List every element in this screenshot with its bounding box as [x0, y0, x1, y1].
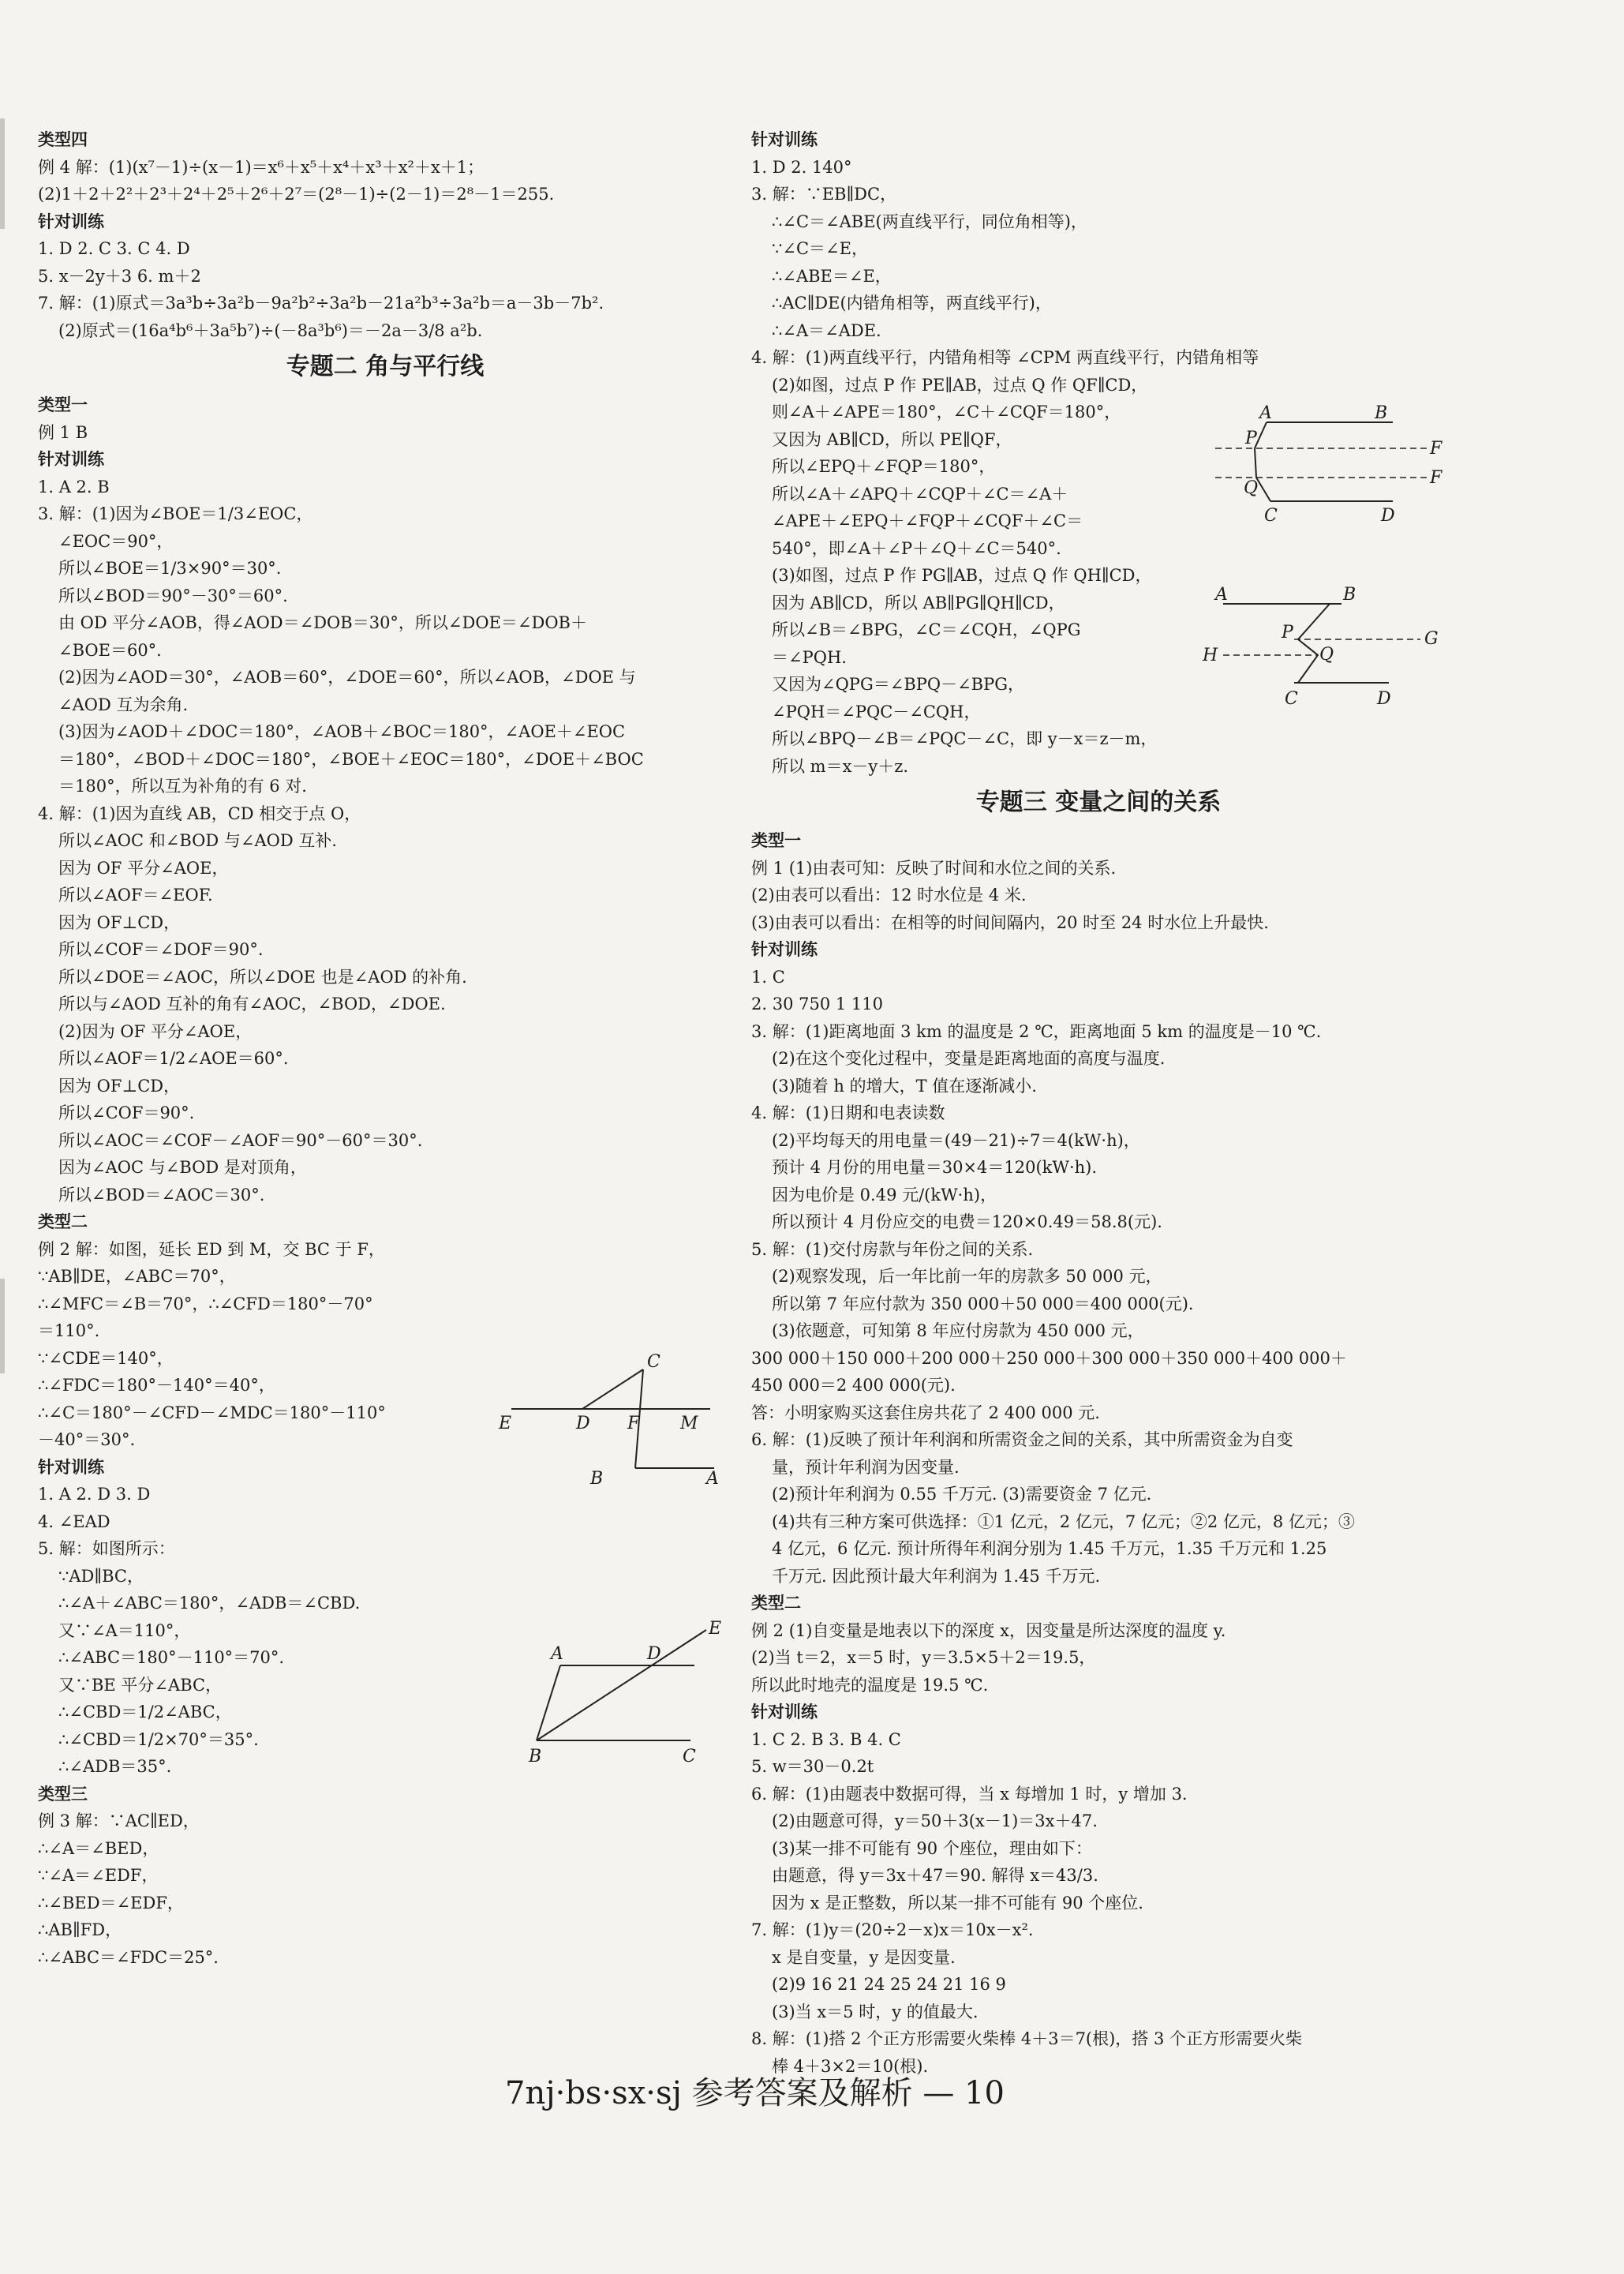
- text-line: 由题意，得 y＝3x＋47＝90. 解得 x＝43/3.: [772, 1866, 1098, 1885]
- text-line: (2)因为∠AOD＝30°，∠AOB＝60°，∠DOE＝60°，所以∠AOB，∠DOE 与: [58, 668, 636, 687]
- text-line: (2)因为 OF 平分∠AOE，: [58, 1021, 253, 1041]
- text-line: (2)当 t＝2，x＝5 时，y＝3.5×5＋2＝19.5，: [751, 1648, 1096, 1667]
- fig1-label-B: B: [590, 1469, 604, 1489]
- text-line: 例 1 B: [38, 422, 88, 442]
- subsection-heading: 类型一: [751, 830, 801, 850]
- text-line: 所以∠COF＝90°.: [58, 1103, 195, 1122]
- text-line: ∵∠CDE＝140°，: [38, 1348, 174, 1368]
- text-line: 预计 4 月份的用电量＝30×4＝120(kW·h).: [772, 1158, 1098, 1177]
- text-line: 4 亿元，6 亿元. 预计所得年利润分别为 1.45 千万元，1.35 千万元和 1.25: [772, 1539, 1327, 1558]
- text-line: 所以第 7 年应付款为 350 000＋50 000＝400 000(元).: [772, 1294, 1194, 1313]
- text-line: 因为 AB∥CD，所以 AB∥PG∥QH∥CD，: [772, 593, 1065, 613]
- text-line: (3)因为∠AOD＋∠DOC＝180°，∠AOB＋∠BOC＝180°，∠AOE＋∠EOC: [58, 722, 626, 741]
- page-footer: 7nj·bs·sx·sj 参考答案及解析 — 10: [505, 2075, 1005, 2111]
- text-line: 1. C 2. B 3. B 4. C: [751, 1729, 901, 1749]
- text-line: ∠APE＋∠EPQ＋∠FQP＋∠CQF＋∠C＝: [772, 511, 1083, 530]
- figure-question4-part3: [1199, 584, 1444, 718]
- text-line: 量，预计年利润为因变量.: [772, 1457, 960, 1477]
- text-line: 因为 OF⊥CD，: [58, 912, 181, 932]
- text-line: ＝∠PQH.: [772, 647, 847, 667]
- text-line: ∵∠C＝∠E，: [772, 239, 868, 258]
- text-line: ∠BOE＝60°.: [58, 640, 162, 660]
- text-line: 因为电价是 0.49 元/(kW·h)，: [772, 1185, 997, 1204]
- text-line: 所以此时地壳的温度是 19.5 ℃.: [751, 1675, 989, 1695]
- text-line: ∴∠MFC＝∠B＝70°，∴∠CFD＝180°－70°: [38, 1294, 373, 1313]
- text-line: ∴∠ABC＝∠FDC＝25°.: [38, 1947, 219, 1967]
- text-line: ∴∠CBD＝1/2∠ABC，: [58, 1703, 232, 1721]
- text-line: 所以∠AOC＝∠COF－∠AOF＝90°－60°＝30°.: [58, 1130, 423, 1150]
- text-line: ∴∠C＝∠ABE(两直线平行，同位角相等)，: [772, 212, 1087, 231]
- text-line: (2)由表可以看出：12 时水位是 4 米.: [751, 886, 1027, 905]
- text-line: 3. 解：(1)距离地面 3 km 的温度是 2 ℃，距离地面 5 km 的温度是－10 ℃.: [751, 1021, 1322, 1041]
- text-line: ∠AOD 互为余角.: [58, 695, 189, 714]
- text-line: 又因为∠QPG＝∠BPQ－∠BPG，: [772, 675, 1025, 694]
- text-line: 所以∠AOC 和∠BOD 与∠AOD 互补.: [58, 831, 338, 850]
- text-line: 300 000＋150 000＋200 000＋250 000＋300 000＋350 000＋400 000＋: [751, 1348, 1347, 1368]
- text-line: 8. 解：(1)搭 2 个正方形需要火柴棒 4＋3＝7(根)，搭 3 个正方形需要火柴: [751, 2029, 1303, 2048]
- fig2-label-C: C: [683, 1747, 696, 1766]
- fig2-label-A: A: [551, 1644, 563, 1664]
- text-line: 7. 解：(1)y＝(20÷2－x)x＝10x－x².: [751, 1920, 1034, 1939]
- text-line: 例 4 解：(1)(x⁷－1)÷(x－1)＝x⁶＋x⁵＋x⁴＋x³＋x²＋x＋1；: [38, 157, 485, 177]
- fig3-label-C: C: [1264, 506, 1278, 526]
- text-line: 4. 解：(1)两直线平行，内错角相等 ∠CPM 两直线平行，内错角相等: [751, 348, 1259, 367]
- fig1-label-A: A: [706, 1469, 719, 1489]
- subsection-heading: 类型二: [751, 1593, 801, 1613]
- text-line: 因为 x 是正整数，所以某一排不可能有 90 个座位.: [772, 1893, 1143, 1912]
- text-line: 又∵BE 平分∠ABC，: [58, 1675, 223, 1695]
- fig4-label-H: H: [1203, 646, 1218, 665]
- fig3-label-E: F: [1430, 439, 1443, 459]
- text-line: 所以∠COF＝∠DOF＝90°.: [58, 940, 264, 959]
- text-line: 1. D 2. 140°: [751, 157, 852, 177]
- subsection-heading: 类型二: [38, 1212, 88, 1231]
- subsection-heading: 类型三: [38, 1783, 88, 1804]
- figure-question4-part2: [1207, 403, 1444, 529]
- text-line: 所以∠B＝∠BPG，∠C＝∠CQH，∠QPG: [772, 620, 1081, 639]
- fig4-label-G: G: [1424, 629, 1439, 649]
- text-line: 又因为 AB∥CD，所以 PE∥QF，: [772, 429, 1012, 449]
- subsection-heading: 类型一: [38, 395, 88, 414]
- text-line: ＝180°，所以互为补角的有 6 对.: [58, 777, 307, 796]
- text-line: (2)在这个变化过程中，变量是距离地面的高度与温度.: [772, 1049, 1166, 1068]
- text-line: 棒 4＋3×2＝10(根).: [772, 2056, 929, 2076]
- text-line: 5. w＝30－0.2t: [751, 1757, 874, 1776]
- text-line: ∴∠A＝∠BED，: [38, 1838, 159, 1858]
- fig4-label-P: P: [1282, 623, 1293, 642]
- fig1-label-E: E: [499, 1414, 512, 1433]
- text-line: ∴∠CBD＝1/2×70°＝35°.: [58, 1729, 259, 1749]
- fig3-label-B: B: [1375, 403, 1388, 423]
- subsection-heading: 类型四: [38, 129, 88, 149]
- text-line: (4)共有三种方案可供选择：①1 亿元，2 亿元，7 亿元；②2 亿元，8 亿元；③: [772, 1512, 1355, 1531]
- section-title: 专题二 角与平行线: [286, 353, 485, 380]
- text-line: 4. 解：(1)因为直线 AB，CD 相交于点 O，: [38, 804, 361, 823]
- subsection-heading: 针对训练: [38, 449, 104, 469]
- text-line: 所以∠BPQ－∠B＝∠PQC－∠C，即 y－x＝z－m，: [772, 729, 1158, 748]
- text-line: ∴∠A＝∠ADE.: [772, 320, 881, 340]
- text-line: (2)由题意可得，y＝50＋3(x－1)＝3x＋47.: [772, 1811, 1098, 1830]
- text-line: ∴AB∥FD，: [38, 1920, 122, 1939]
- fig2-label-D: D: [647, 1644, 661, 1664]
- text-line: ∴∠BED＝∠EDF，: [38, 1893, 184, 1912]
- fig4-label-B: B: [1343, 585, 1356, 605]
- text-line: ＝180°，∠BOD＋∠DOC＝180°，∠BOE＋∠EOC＝180°，∠DOE＋∠BOC: [58, 749, 644, 769]
- text-line: 因为∠AOC 与∠BOD 是对顶角，: [58, 1158, 307, 1177]
- text-line: (3)如图，过点 P 作 PG∥AB，过点 Q 作 QH∥CD，: [772, 566, 1152, 585]
- text-line: 所以∠EPQ＋∠FQP＝180°，: [772, 457, 996, 476]
- text-line: 例 2 解：如图，延长 ED 到 M，交 BC 于 F，: [38, 1239, 385, 1259]
- text-line: 5. 解：(1)交付房款与年份之间的关系.: [751, 1239, 1034, 1259]
- text-line: 7. 解：(1)原式＝3a³b÷3a²b－9a²b²÷3a²b－21a²b³÷3a²b＝a－3b－7b².: [38, 294, 604, 313]
- text-line: ∴∠ADB＝35°.: [58, 1757, 172, 1776]
- fig4-label-C: C: [1285, 689, 1298, 709]
- binding-edge-shadow: [0, 118, 5, 229]
- text-line: 所以∠AOF＝∠EOF.: [58, 886, 213, 905]
- subsection-heading: 针对训练: [751, 129, 818, 149]
- text-line: (2)预计年利润为 0.55 千万元. (3)需要资金 7 亿元.: [772, 1485, 1152, 1504]
- text-line: 因为 OF⊥CD，: [58, 1076, 181, 1096]
- fig1-label-D: D: [576, 1414, 590, 1433]
- text-line: 所以∠AOF＝1/2∠AOE＝60°.: [58, 1049, 289, 1068]
- text-line: ∴AC∥DE(内错角相等，两直线平行)，: [772, 294, 1052, 313]
- text-line: 由 OD 平分∠AOB，得∠AOD＝∠DOB＝30°，所以∠DOE＝∠DOB＋: [58, 613, 587, 632]
- text-line: ∵AB∥DE，∠ABC＝70°，: [38, 1267, 236, 1286]
- text-line: ∴∠ABC＝180°－110°＝70°.: [58, 1648, 285, 1667]
- fig3-label-A: A: [1259, 403, 1272, 423]
- text-line: 5. x－2y＋3 6. m＋2: [38, 266, 201, 286]
- text-line: x 是自变量，y 是因变量.: [772, 1947, 956, 1967]
- text-line: 所以 m＝x－y＋z.: [772, 756, 909, 776]
- figure-practice5: [521, 1610, 726, 1768]
- text-line: 所以∠DOE＝∠AOC，所以∠DOE 也是∠AOD 的补角.: [58, 967, 467, 987]
- text-line: 540°，即∠A＋∠P＋∠Q＋∠C＝540°.: [772, 538, 1061, 558]
- fig3-label-D: D: [1381, 506, 1395, 526]
- text-line: (2)观察发现，后一年比前一年的房款多 50 000 元，: [772, 1267, 1162, 1286]
- text-line: 答：小明家购买这套住房共花了 2 400 000 元.: [751, 1403, 1100, 1422]
- text-line: 6. 解：(1)反映了预计年利润和所需资金之间的关系，其中所需资金为自变: [751, 1430, 1293, 1449]
- fig1-label-C: C: [647, 1352, 660, 1372]
- text-line: ∴∠FDC＝180°－140°＝40°，: [38, 1376, 275, 1395]
- binding-edge-shadow: [0, 1279, 5, 1373]
- text-line: ∵∠A＝∠EDF，: [38, 1866, 159, 1885]
- text-line: 所以∠BOD＝∠AOC＝30°.: [58, 1185, 265, 1204]
- fig4-label-D: D: [1377, 689, 1391, 709]
- text-line: (3)由表可以看出：在相等的时间间隔内，20 时至 24 时水位上升最快.: [751, 912, 1269, 932]
- text-line: ∵AD∥BC，: [58, 1566, 144, 1586]
- text-line: ∴∠A＋∠ABC＝180°，∠ADB＝∠CBD.: [58, 1594, 361, 1613]
- text-line: 所以∠BOD＝90°－30°＝60°.: [58, 586, 288, 605]
- text-line: (3)当 x＝5 时，y 的值最大.: [772, 2002, 979, 2021]
- text-line: 则∠A＋∠APE＝180°，∠C＋∠CQF＝180°，: [772, 403, 1121, 421]
- figure-example2: [497, 1350, 718, 1492]
- fig4-label-Q: Q: [1319, 645, 1334, 665]
- text-line: (2)原式＝(16a⁴b⁶＋3a⁵b⁷)÷(－8a³b⁶)＝－2a－3/8 a²b.: [58, 320, 483, 340]
- text-line: 千万元. 因此预计最大年利润为 1.45 千万元.: [772, 1566, 1101, 1586]
- fig2-label-E: E: [709, 1619, 722, 1639]
- fig4-label-A: A: [1215, 585, 1228, 605]
- text-line: (2)1＋2＋2²＋2³＋2⁴＋2⁵＋2⁶＋2⁷＝(2⁸－1)÷(2－1)＝2⁸－1＝255.: [38, 185, 555, 204]
- subsection-heading: 针对训练: [751, 1702, 818, 1721]
- text-line: －40°＝30°.: [38, 1430, 136, 1449]
- text-line: 1. A 2. B: [38, 477, 110, 496]
- text-line: (2)平均每天的用电量＝(49－21)÷7＝4(kW·h)，: [772, 1130, 1140, 1150]
- text-line: 所以∠BOE＝1/3×90°＝30°.: [58, 559, 282, 578]
- text-line: ∴∠C＝180°－∠CFD－∠MDC＝180°－110°: [38, 1403, 386, 1422]
- text-line: ∠PQH＝∠PQC－∠CQH，: [772, 702, 981, 721]
- text-line: 1. D 2. C 3. C 4. D: [38, 239, 190, 258]
- text-line: 450 000＝2 400 000(元).: [751, 1376, 956, 1395]
- text-line: 1. A 2. D 3. D: [38, 1485, 151, 1504]
- text-line: ∴∠ABE＝∠E，: [772, 266, 892, 286]
- text-line: (2)9 16 21 24 25 24 21 16 9: [772, 1975, 1006, 1994]
- text-line: (3)随着 h 的增大，T 值在逐渐减小.: [772, 1076, 1037, 1096]
- text-line: ＝110°.: [38, 1321, 100, 1340]
- text-line: 所以预计 4 月份应交的电费＝120×0.49＝58.8(元).: [772, 1212, 1162, 1231]
- fig3-label-P: P: [1245, 429, 1257, 448]
- text-line: 4. ∠EAD: [38, 1512, 110, 1531]
- text-line: 3. 解：∵EB∥DC，: [751, 185, 897, 204]
- text-line: 2. 30 750 1 110: [751, 995, 883, 1013]
- text-line: (3)某一排不可能有 90 个座位，理由如下：: [772, 1838, 1092, 1858]
- text-line: 6. 解：(1)由题表中数据可得，当 x 每增加 1 时，y 增加 3.: [751, 1784, 1188, 1804]
- text-line: (3)依题意，可知第 8 年应付房款为 450 000 元，: [772, 1321, 1144, 1340]
- text-line: 1. C: [751, 967, 785, 987]
- text-line: 例 1 (1)由表可知：反映了时间和水位之间的关系.: [751, 858, 1117, 878]
- text-line: ∠EOC＝90°，: [58, 531, 174, 551]
- fig3-label-F: F: [1430, 468, 1443, 488]
- text-line: 例 2 (1)自变量是地表以下的深度 x，因变量是所达深度的温度 y.: [751, 1620, 1226, 1640]
- fig2-label-B: B: [529, 1747, 542, 1766]
- text-line: 5. 解：如图所示：: [38, 1539, 175, 1558]
- subsection-heading: 针对训练: [38, 211, 104, 231]
- text-line: 又∵∠A＝110°，: [58, 1620, 191, 1640]
- section-title: 专题三 变量之间的关系: [975, 789, 1222, 816]
- fig3-label-Q: Q: [1244, 478, 1259, 498]
- text-line: (2)如图，过点 P 作 PE∥AB，过点 Q 作 QF∥CD，: [772, 375, 1148, 395]
- text-line: 例 3 解：∵AC∥ED，: [38, 1811, 200, 1830]
- text-line: 3. 解：(1)因为∠BOE＝1/3∠EOC，: [38, 504, 313, 523]
- subsection-heading: 针对训练: [38, 1456, 104, 1477]
- subsection-heading: 针对训练: [751, 939, 818, 959]
- text-line: 4. 解：(1)日期和电表读数: [751, 1103, 945, 1122]
- text-line: 所以∠A＋∠APQ＋∠CQP＋∠C＝∠A＋: [772, 484, 1068, 504]
- text-line: 因为 OF 平分∠AOE，: [58, 858, 229, 878]
- fig1-label-F: F: [627, 1414, 640, 1433]
- text-line: 所以与∠AOD 互补的角有∠AOC，∠BOD，∠DOE.: [58, 995, 446, 1013]
- fig1-label-M: M: [680, 1414, 698, 1433]
